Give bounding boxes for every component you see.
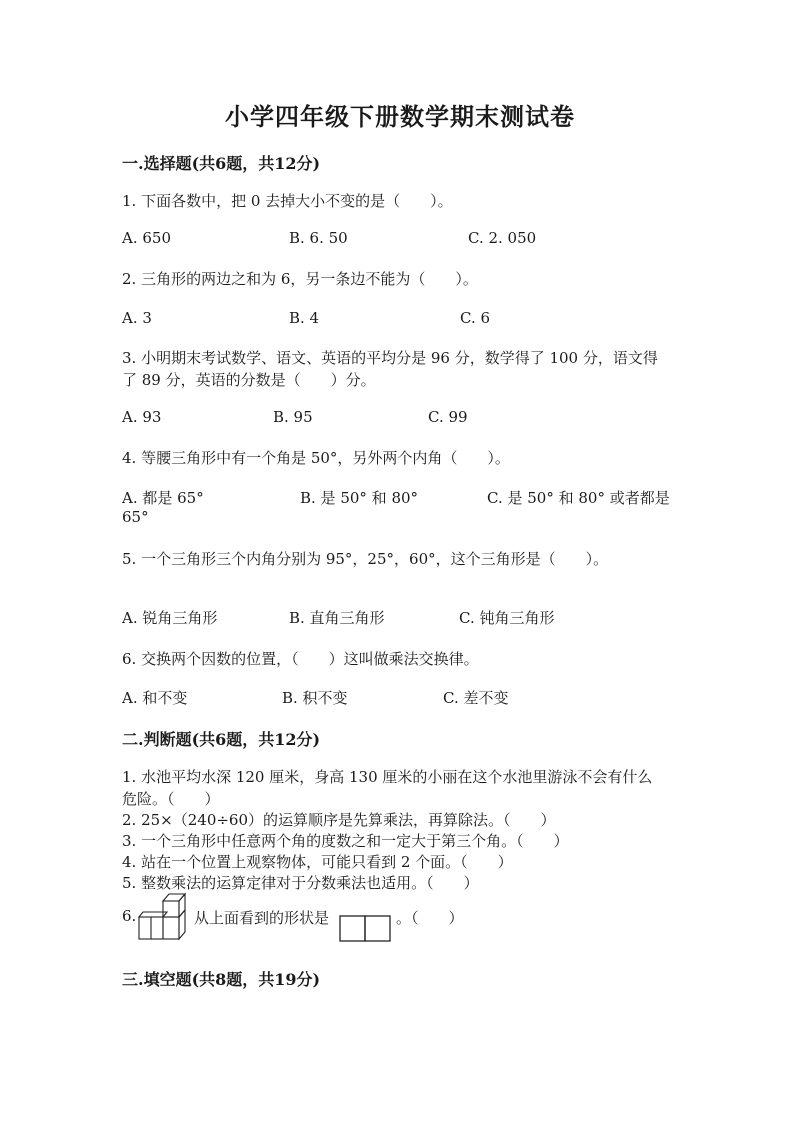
question-2-option-b: B. 4 [289,309,320,327]
question-5-option-a: A. 锐角三角形 [122,609,218,627]
judgement-3: 3. 一个三角形中任意两个角的度数之和一定大于第三个角。（ ） [122,832,569,850]
question-3-option-a: A. 93 [122,408,162,426]
question-4-option-b: B. 是 50° 和 80° [300,489,419,507]
judgement-1-line2: 危险。（ ） [122,790,220,808]
question-6-stem: 6. 交换两个因数的位置，（ ）这叫做乘法交换律。 [122,650,479,668]
question-6-option-c: C. 差不变 [443,689,509,707]
question-4-option-c-wrap: 65° [122,508,149,526]
question-4-option-a: A. 都是 65° [122,489,204,507]
question-3-stem-line1: 3. 小明期末考试数学、语文、英语的平均分是 96 分，数学得了 100 分，语文得 [122,349,658,367]
section-heading-fill-in: 三.填空题(共8题，共19分) [122,970,321,989]
question-1-option-b: B. 6. 50 [289,229,348,247]
question-1-stem: 1. 下面各数中，把 0 去掉大小不变的是（ ）。 [122,192,453,210]
judgement-1-line1: 1. 水池平均水深 120 厘米，身高 130 厘米的小丽在这个水池里游泳不会有什么 [122,768,653,786]
question-4-stem: 4. 等腰三角形中有一个角是 50°，另外两个内角（ ）。 [122,449,510,467]
page-title: 小学四年级下册数学期末测试卷 [225,102,575,131]
judgement-6-middle: 从上面看到的形状是 [194,909,330,927]
judgement-4: 4. 站在一个位置上观察物体，可能只看到 2 个面。（ ） [122,853,513,871]
question-2-stem: 2. 三角形的两边之和为 6，另一条边不能为（ ）。 [122,270,478,288]
section-heading-choice: 一.选择题(共6题，共12分) [122,154,321,173]
question-6-option-a: A. 和不变 [122,689,188,707]
question-1-option-c: C. 2. 050 [468,229,537,247]
cube-stack-figure [136,891,192,943]
question-5-option-b: B. 直角三角形 [289,609,385,627]
judgement-6-suffix: 。（ ） [396,909,464,927]
question-4-option-c: C. 是 50° 和 80° 或者都是 [487,489,670,507]
question-5-option-c: C. 钝角三角形 [459,609,555,627]
section-heading-judgement: 二.判断题(共6题，共12分) [122,730,321,749]
question-2-option-a: A. 3 [122,309,152,327]
question-1-option-a: A. 650 [122,229,171,247]
question-2-option-c: C. 6 [460,309,491,327]
question-3-stem-line2: 了 89 分，英语的分数是（ ）分。 [122,371,376,389]
question-3-option-b: B. 95 [273,408,313,426]
question-3-option-c: C. 99 [428,408,468,426]
question-6-option-b: B. 积不变 [282,689,348,707]
judgement-5: 5. 整数乘法的运算定律对于分数乘法也适用。（ ） [122,874,479,892]
top-view-figure [339,915,391,943]
question-5-stem: 5. 一个三角形三个内角分别为 95°，25°，60°，这个三角形是（ ）。 [122,550,609,568]
judgement-6-number: 6. [122,907,137,925]
judgement-2: 2. 25×（240÷60）的运算顺序是先算乘法，再算除法。（ ） [122,811,556,829]
